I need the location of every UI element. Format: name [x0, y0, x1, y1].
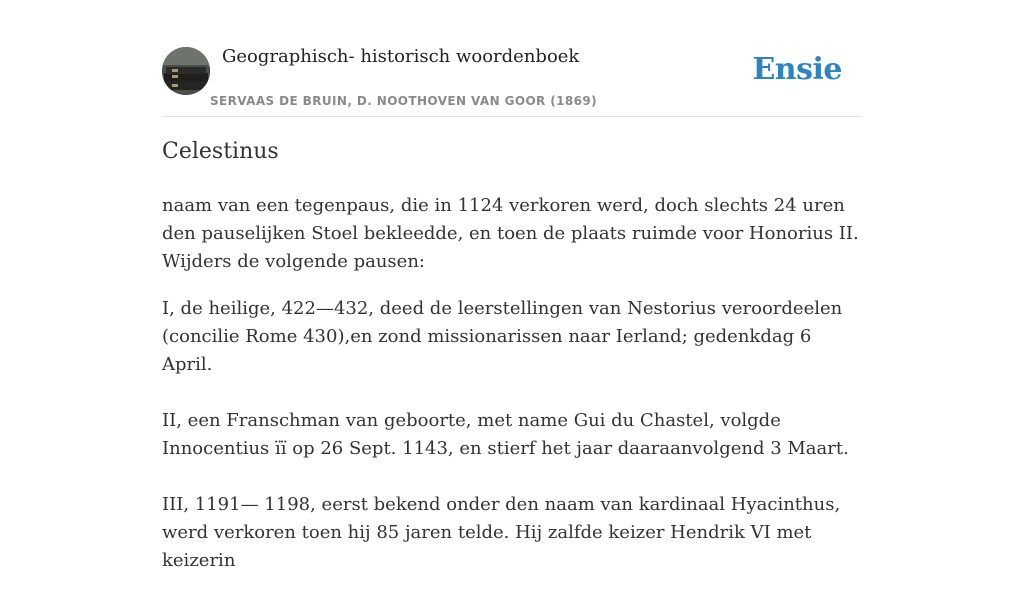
brand-logo[interactable]: Ensie	[752, 52, 842, 87]
entry-paragraph: naam van een tegenpaus, die in 1124 verkoren werd, doch slechts 24 uren den pauselijken Stoel bekleedde, en toen de plaats ruimde voor Honorius II. Wijders de volgende pausen:	[162, 195, 859, 272]
header	[162, 0, 862, 117]
page	[162, 0, 862, 571]
entry-body	[162, 192, 862, 603]
book-author: SERVAAS DE BRUIN, D. NOOTHOVEN VAN GOOR (1869)	[210, 94, 598, 108]
entry-paragraph: I, de heilige, 422—432, deed de leerstellingen van Nestorius veroordeelen (concilie Rome 430),en zond missionarissen naar Ierland; gedenkdag 6 April.	[162, 298, 843, 375]
entry-title: Celestinus	[162, 139, 279, 164]
entry-paragraph: II, een Franschman van geboorte, met name Gui du Chastel, volgde Innocentius ïï op 26 Sept. 1143, en stierf het jaar daaraanvolgend 3 Maart.	[162, 410, 849, 459]
book-title[interactable]: Geographisch- historisch woordenboek	[222, 46, 580, 67]
entry-paragraph: III, 1191— 1198, eerst bekend onder den naam van kardinaal Hyacinthus, werd verkoren toen hij 85 jaren telde. Hij zalfde keizer Hendrik VI met keizerin	[162, 494, 841, 571]
book-stack-icon[interactable]	[162, 47, 210, 95]
